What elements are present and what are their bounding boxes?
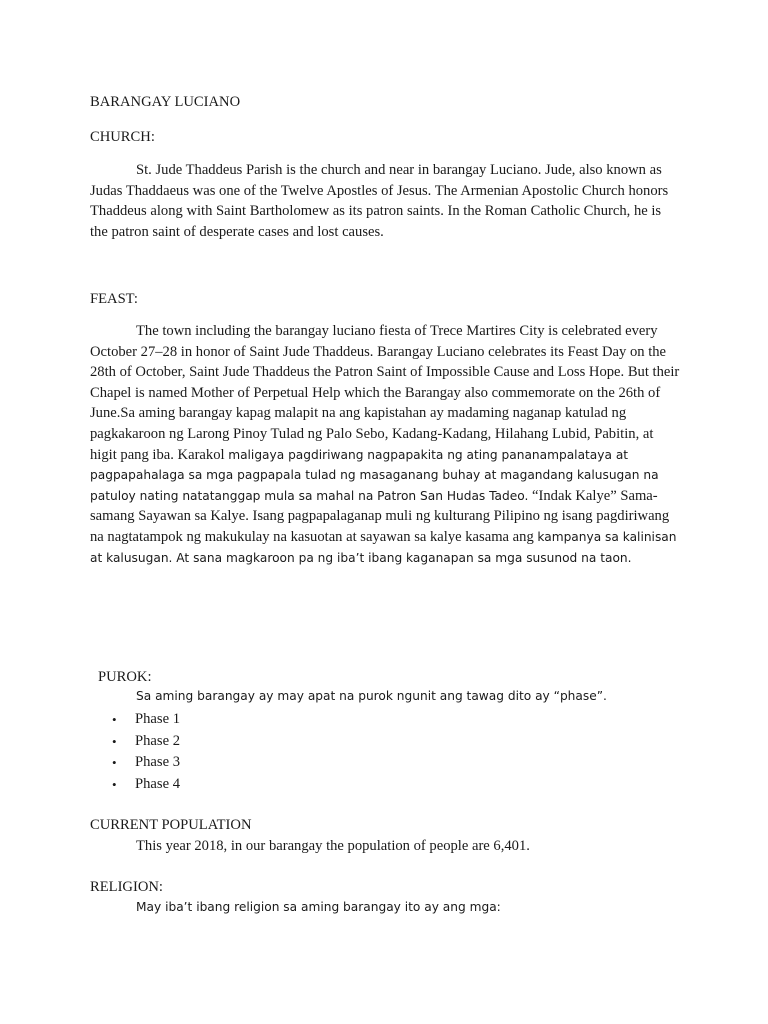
feast-text-5: At sana magkaroon pa ng iba’t ibang kaganapan sa mga susunod na taon. [172, 550, 632, 565]
list-item: • Phase 4 [112, 774, 180, 796]
purok-intro: Sa aming barangay ay may apat na purok ngunit ang tawag dito ay “phase”. [136, 689, 607, 703]
feast-text-4: kampanya sa kalinisan at kalusugan. [90, 529, 677, 565]
religion-text: May iba’t ibang religion sa aming barangay ito ay ang mga: [136, 900, 501, 914]
feast-heading: FEAST: [90, 291, 138, 307]
population-text: This year 2018, in our barangay the population of people are 6,401. [136, 838, 530, 854]
bullet-icon: • [112, 755, 117, 771]
church-section [90, 160, 672, 242]
population-heading: CURRENT POPULATION [90, 817, 252, 833]
document-title: BARANGAY LUCIANO [90, 94, 241, 110]
purok-heading: PUROK: [98, 669, 152, 685]
feast-paragraph [90, 321, 682, 568]
list-item: • Phase 3 [112, 752, 180, 774]
feast-section [90, 321, 682, 568]
bullet-icon: • [112, 712, 117, 727]
feast-text-1: The town including the barangay luciano fiesta of Trece Martires City is celebrated every October 27–28 in honor of Saint Jude Thaddeus. Barangay Luciano celebrates its Feast Day on the 28th of October, Saint Jude Thaddeus the Patron Saint of Impossible Cause and Loss Hope. But their Chapel is named Mother of Perpetual Help which the Barangay also commemorate on the 26th of June.Sa aming barangay kapag malapit na ang kapistahan ay madaming naganap katulad ng pagkakaroon ng Larong Pinoy Tulad ng Palo Sebo, Kadang-Kadang, Hilahang Lubid, Pabitin, at higit pang iba. Karakol [90, 323, 680, 463]
list-item: • Phase 2 [112, 731, 180, 753]
religion-heading: RELIGION: [90, 879, 163, 895]
purok-list [112, 709, 180, 795]
list-item: • Phase 1 [112, 709, 180, 731]
church-paragraph: St. Jude Thaddeus Parish is the church and near in barangay Luciano. Jude, also known as Judas Thaddaeus was one of the Twelve Apostles of Jesus. The Armenian Apostolic Church honors Thaddeus along with Saint Bartholomew as its patron saints. In the Roman Catholic Church, he is the patron saint of desperate cases and lost causes. [90, 162, 669, 240]
bullet-icon: • [112, 733, 117, 749]
feast-text-3: “Indak Kalye” Sama-samang Sayawan sa Kalye. Isang pagpapalaganap muli ng kulturang Pilipino ng isang pagdiriwang na nagtatampok ng makukulay na kasuotan at sayawan sa kalye kasama ang [90, 487, 670, 545]
bullet-icon: • [112, 776, 117, 792]
church-heading: CHURCH: [90, 129, 155, 145]
feast-text-2: maligaya pagdiriwang nagpapakita ng ating pananampalataya at pagpapahalaga sa mga pagpapala tulad ng masaganang buhay at magandang kalusugan na patuloy nating natatanggap mula sa mahal na Patron San Hudas Tadeo. [90, 447, 659, 503]
